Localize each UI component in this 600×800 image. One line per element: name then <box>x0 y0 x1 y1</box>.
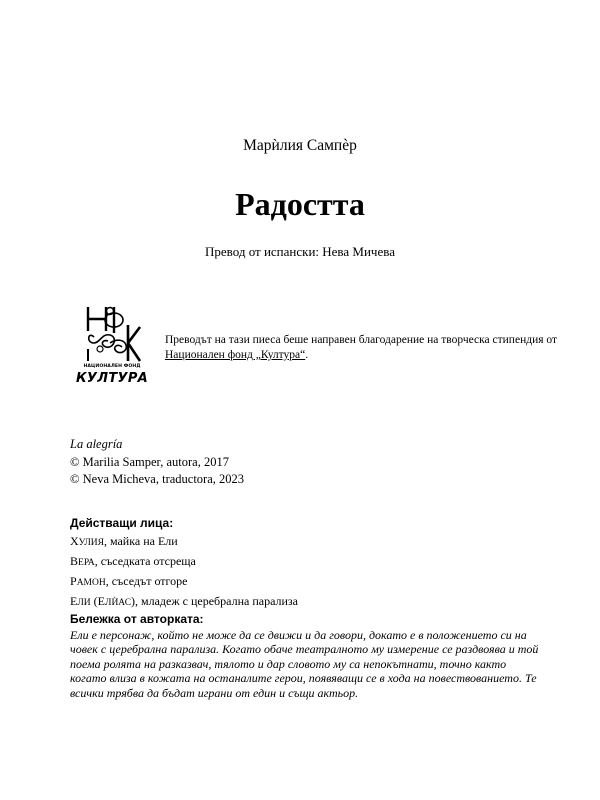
kultura-fund-logo <box>76 303 149 393</box>
author-note-heading: Бележка от авторката: <box>70 612 204 626</box>
grant-text: Преводът на тази пиеса беше направен благодарение на творческа стипендия от <box>165 334 558 346</box>
author-note-text: Ели е персонаж, който не може да се движи и да говори, докато е в положението си на човек с церебрална парализа. Когато обаче театралното му измерение се раздвоява и той поема ролята на разказвач, тялото и дар словото му са непокътнати, точно както когато влиза в кожата на останалите герои, появяващи се в хода на повествованието. Те всички трябва да бъдат играни от един и същи актьор. <box>70 627 539 700</box>
character-initial: В <box>70 554 79 568</box>
character-desc: , майка на Ели <box>103 534 178 548</box>
character-name: УЛИЯ <box>78 538 104 548</box>
character-desc: ), младеж с церебрална парализа <box>131 594 298 608</box>
character-initial: Х <box>70 534 79 548</box>
fund-link[interactable]: Национален фонд „Култура“ <box>165 349 306 361</box>
grant-statement <box>165 333 565 363</box>
author-copyright: © Marilia Samper, autora, 2017 <box>70 454 229 469</box>
grant-text-end: . <box>305 349 309 361</box>
cast-item <box>70 572 298 592</box>
logo-big-text: КУЛТУРА <box>76 370 149 386</box>
character-desc: , съседката отсреща <box>94 554 196 568</box>
character-desc: , съседът отгоре <box>105 574 188 588</box>
cast-item <box>70 592 298 612</box>
character-initial: Р <box>70 574 77 588</box>
cast-item <box>70 532 298 552</box>
cast-item <box>70 552 298 572</box>
cast-heading: Действащи лица: <box>70 516 174 530</box>
logo-small-text: НАЦИОНАЛЕН ФОНД <box>83 364 141 369</box>
translation-credit: Превод от испански: Нева Мичева <box>205 244 395 259</box>
character-name: ЕРА <box>78 558 95 568</box>
translator-copyright: © Neva Micheva, traductora, 2023 <box>70 472 245 486</box>
rights-block <box>70 436 244 489</box>
play-title: Радостта <box>235 186 365 222</box>
character-name: АМОН <box>76 578 106 588</box>
author-note <box>70 612 540 700</box>
character-alt-name: ЛЍАС <box>105 598 132 608</box>
kultura-logo-lettering <box>76 365 148 385</box>
character-initial: Е <box>70 594 78 608</box>
original-title: La alegría <box>70 437 123 451</box>
character-paren: ( <box>90 594 98 608</box>
cast-list <box>70 514 298 612</box>
author-name: Марѝлия Сампѐр <box>243 137 357 154</box>
kultura-monogram-icon <box>80 303 144 365</box>
character-name: ЛИ <box>77 598 91 608</box>
character-alt-initial: Е <box>97 594 105 608</box>
